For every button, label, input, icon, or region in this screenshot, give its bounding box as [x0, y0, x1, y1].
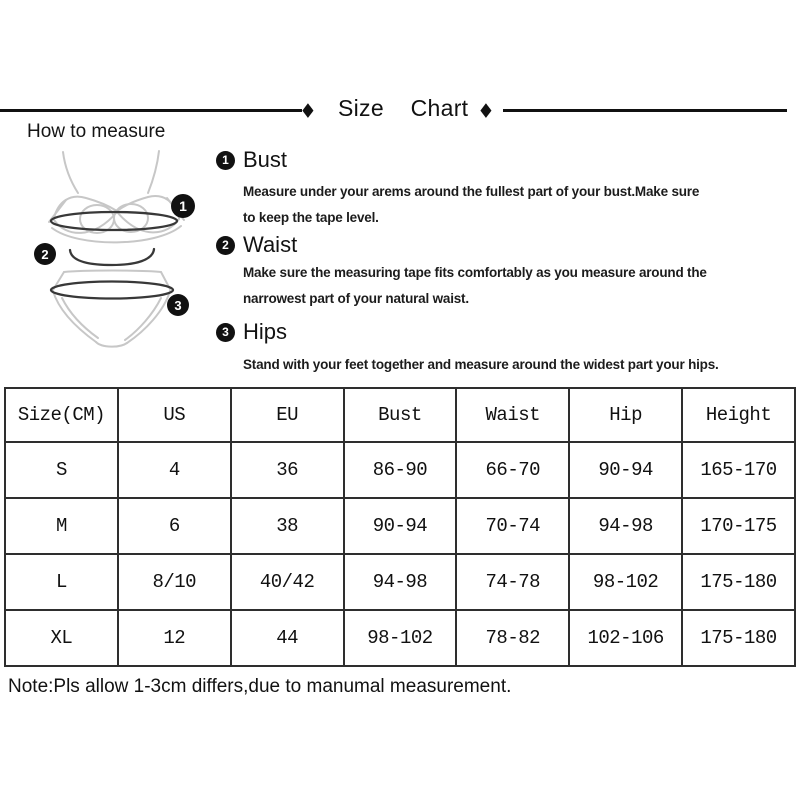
- diamond-icon: ◆: [302, 98, 314, 120]
- measure-step-waist: [216, 231, 796, 311]
- table-row: [5, 610, 795, 666]
- cell-size: XL: [5, 610, 118, 666]
- step-label: Hips: [243, 319, 288, 344]
- measure-step-hips: [216, 318, 796, 378]
- svg-text:1: 1: [179, 198, 187, 214]
- cell-height: 170-175: [682, 498, 795, 554]
- table-row: [5, 554, 795, 610]
- step-description-line: Measure under your arems around the fullest part of your bust.Make sure: [243, 184, 700, 199]
- table-row: [5, 442, 795, 498]
- cell-hip: 94-98: [569, 498, 682, 554]
- size-table: [4, 387, 796, 667]
- title-rule-right: [503, 109, 787, 112]
- diamond-icon: ◆: [480, 98, 492, 120]
- cell-eu: 38: [231, 498, 344, 554]
- figure-marker-3: [167, 294, 189, 316]
- svg-text:2: 2: [41, 247, 49, 262]
- cell-us: 8/10: [118, 554, 231, 610]
- step-description-line: Stand with your feet together and measure around the widest part your hips.: [243, 357, 719, 372]
- step-number-badge: 3: [216, 323, 235, 342]
- cell-height: 175-180: [682, 554, 795, 610]
- cell-waist: 74-78: [456, 554, 569, 610]
- cell-bust: 86-90: [344, 442, 457, 498]
- column-header: Bust: [344, 388, 457, 442]
- cell-height: 165-170: [682, 442, 795, 498]
- step-description-line: Make sure the measuring tape fits comfortably as you measure around the: [243, 265, 707, 280]
- cell-bust: 94-98: [344, 554, 457, 610]
- title-rule-left: [0, 109, 302, 112]
- cell-bust: 90-94: [344, 498, 457, 554]
- column-header: US: [118, 388, 231, 442]
- page-title: Size Chart: [338, 95, 469, 121]
- cell-waist: 70-74: [456, 498, 569, 554]
- column-header: EU: [231, 388, 344, 442]
- step-number-badge: 1: [216, 151, 235, 170]
- size-table-header-row: [5, 388, 795, 442]
- cell-waist: 78-82: [456, 610, 569, 666]
- cell-bust: 98-102: [344, 610, 457, 666]
- cell-eu: 44: [231, 610, 344, 666]
- step-label: Waist: [243, 232, 298, 257]
- column-header: Hip: [569, 388, 682, 442]
- step-description-line: to keep the tape level.: [243, 209, 379, 225]
- cell-us: 4: [118, 442, 231, 498]
- waist-measure-line: [70, 249, 154, 265]
- how-to-measure-heading: How to measure: [27, 121, 166, 142]
- cell-size: L: [5, 554, 118, 610]
- cell-height: 175-180: [682, 610, 795, 666]
- cell-eu: 36: [231, 442, 344, 498]
- step-number-badge: 2: [216, 236, 235, 255]
- step-description-line: narrowest part of your natural waist.: [243, 290, 469, 306]
- column-header: Height: [682, 388, 795, 442]
- table-row: [5, 498, 795, 554]
- bra-sketch: [49, 151, 184, 242]
- figure-marker-1: [171, 194, 195, 218]
- cell-size: M: [5, 498, 118, 554]
- figure-marker-2: [34, 243, 56, 265]
- measure-step-bust: [216, 146, 796, 230]
- cell-hip: 90-94: [569, 442, 682, 498]
- cell-us: 6: [118, 498, 231, 554]
- column-header: Waist: [456, 388, 569, 442]
- cell-size: S: [5, 442, 118, 498]
- cell-hip: 102-106: [569, 610, 682, 666]
- cell-hip: 98-102: [569, 554, 682, 610]
- hip-measure-line: [51, 282, 173, 299]
- measurement-figure: [18, 142, 218, 354]
- cell-eu: 40/42: [231, 554, 344, 610]
- measurement-note: Note:Pls allow 1-3cm differs,due to manumal measurement.: [8, 676, 512, 697]
- svg-text:3: 3: [174, 298, 182, 313]
- cell-waist: 66-70: [456, 442, 569, 498]
- cell-us: 12: [118, 610, 231, 666]
- step-label: Bust: [243, 147, 288, 172]
- column-header: Size(CM): [5, 388, 118, 442]
